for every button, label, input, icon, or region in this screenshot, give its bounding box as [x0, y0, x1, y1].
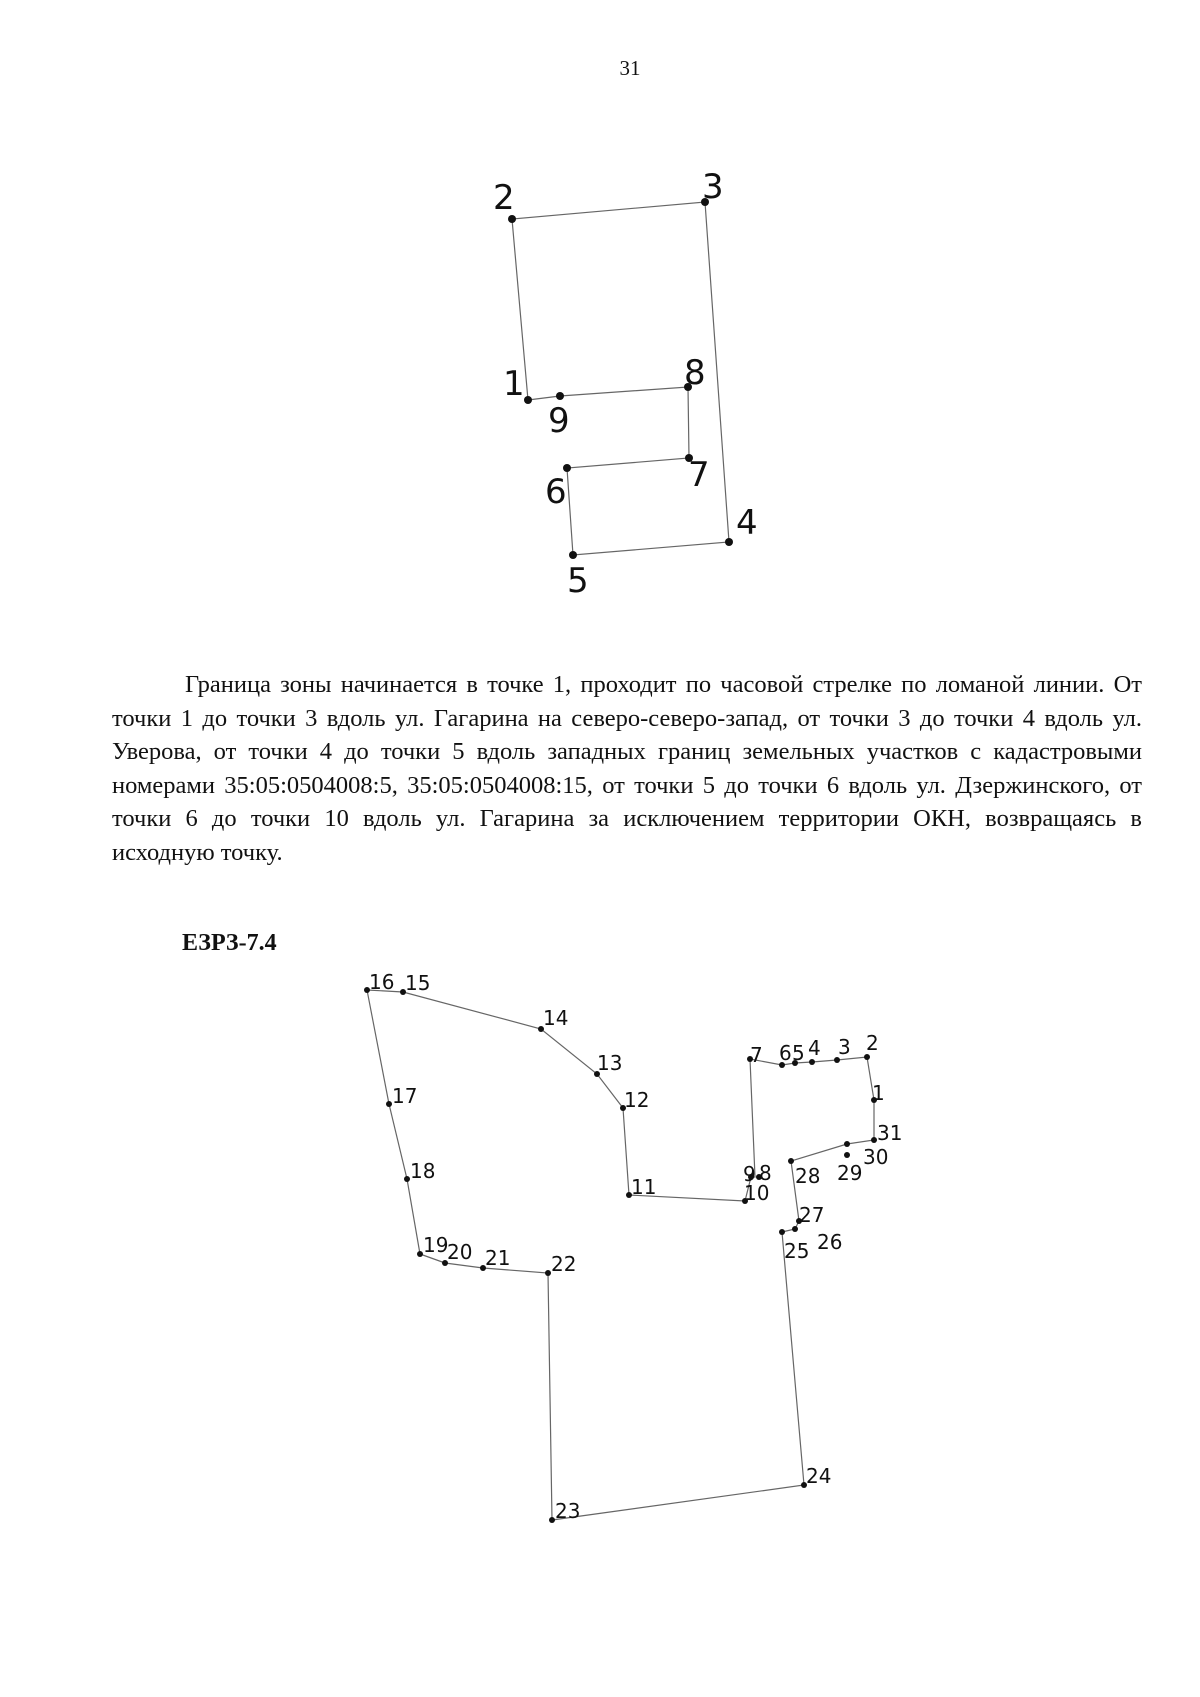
- vertex-30: [844, 1141, 850, 1147]
- vertex-5: [569, 551, 577, 559]
- label-3: 3: [838, 1035, 851, 1059]
- vertex-4: [725, 538, 733, 546]
- label-21: 21: [485, 1246, 511, 1270]
- label-4: 4: [808, 1036, 821, 1060]
- label-5: 5: [567, 561, 589, 601]
- vertex-9: [556, 392, 564, 400]
- label-7: 7: [750, 1043, 763, 1067]
- label-2: 2: [493, 178, 515, 218]
- label-8: 8: [684, 353, 706, 393]
- label-19: 19: [423, 1233, 449, 1257]
- label-14: 14: [543, 1006, 569, 1030]
- vertex-6: [563, 464, 571, 472]
- vertex-1: [524, 396, 532, 404]
- label-9: 9: [743, 1162, 756, 1186]
- label-2: 2: [866, 1031, 879, 1055]
- label-18: 18: [410, 1159, 436, 1183]
- vertex-25: [779, 1229, 785, 1235]
- label-23: 23: [555, 1499, 581, 1523]
- label-20: 20: [447, 1240, 473, 1264]
- page-number: 31: [619, 56, 641, 80]
- label-31: 31: [877, 1121, 903, 1145]
- label-22: 22: [551, 1252, 577, 1276]
- label-9: 9: [548, 401, 570, 441]
- label-6: 6: [545, 472, 567, 512]
- label-29: 29: [837, 1161, 863, 1185]
- zone-diagram-2: [364, 970, 902, 1523]
- vertex-26: [792, 1226, 798, 1232]
- vertex-28: [788, 1158, 794, 1164]
- label-3: 3: [702, 167, 724, 207]
- label-5: 5: [792, 1041, 805, 1065]
- label-28: 28: [795, 1164, 821, 1188]
- label-25: 25: [784, 1239, 810, 1263]
- label-12: 12: [624, 1088, 650, 1112]
- label-27: 27: [799, 1203, 825, 1227]
- label-1: 1: [872, 1081, 885, 1105]
- label-10: 10: [744, 1181, 770, 1205]
- label-15: 15: [405, 971, 431, 995]
- label-26: 26: [817, 1230, 843, 1254]
- label-11: 11: [631, 1175, 657, 1199]
- label-4: 4: [736, 503, 758, 543]
- vertex-29: [844, 1152, 850, 1158]
- label-7: 7: [688, 455, 710, 495]
- zone-description-text: Граница зоны начинается в точке 1, проходит по часовой стрелке по ломаной линии. От точки 1 до точки 3 вдоль ул. Гагарина на северо-северо-запад, от точки 3 до точки 4 вдоль ул. Уверова, от точки 4 до точки 5 вдоль западных границ земельных участков с кадастровыми номерами 35:05:0504008:5, 35:05:0504008:15, от точки 5 до точки 6 вдоль ул. Дзержинского, от точки 6 до точки 10 вдоль ул. Гагарина за исключением территории ОКН, возвращаясь в исходную точку.: [112, 671, 1142, 866]
- label-17: 17: [392, 1084, 418, 1108]
- label-24: 24: [806, 1464, 832, 1488]
- label-6: 6: [779, 1041, 792, 1065]
- zone-diagram-1: [493, 167, 758, 601]
- label-30: 30: [863, 1145, 889, 1169]
- label-13: 13: [597, 1051, 623, 1075]
- labels-2: [369, 970, 902, 1523]
- section-heading: ЕЗРЗ-7.4: [182, 930, 277, 956]
- zone-description: [112, 668, 1142, 869]
- label-16: 16: [369, 970, 395, 994]
- label-8: 8: [759, 1161, 772, 1185]
- label-1: 1: [503, 364, 525, 404]
